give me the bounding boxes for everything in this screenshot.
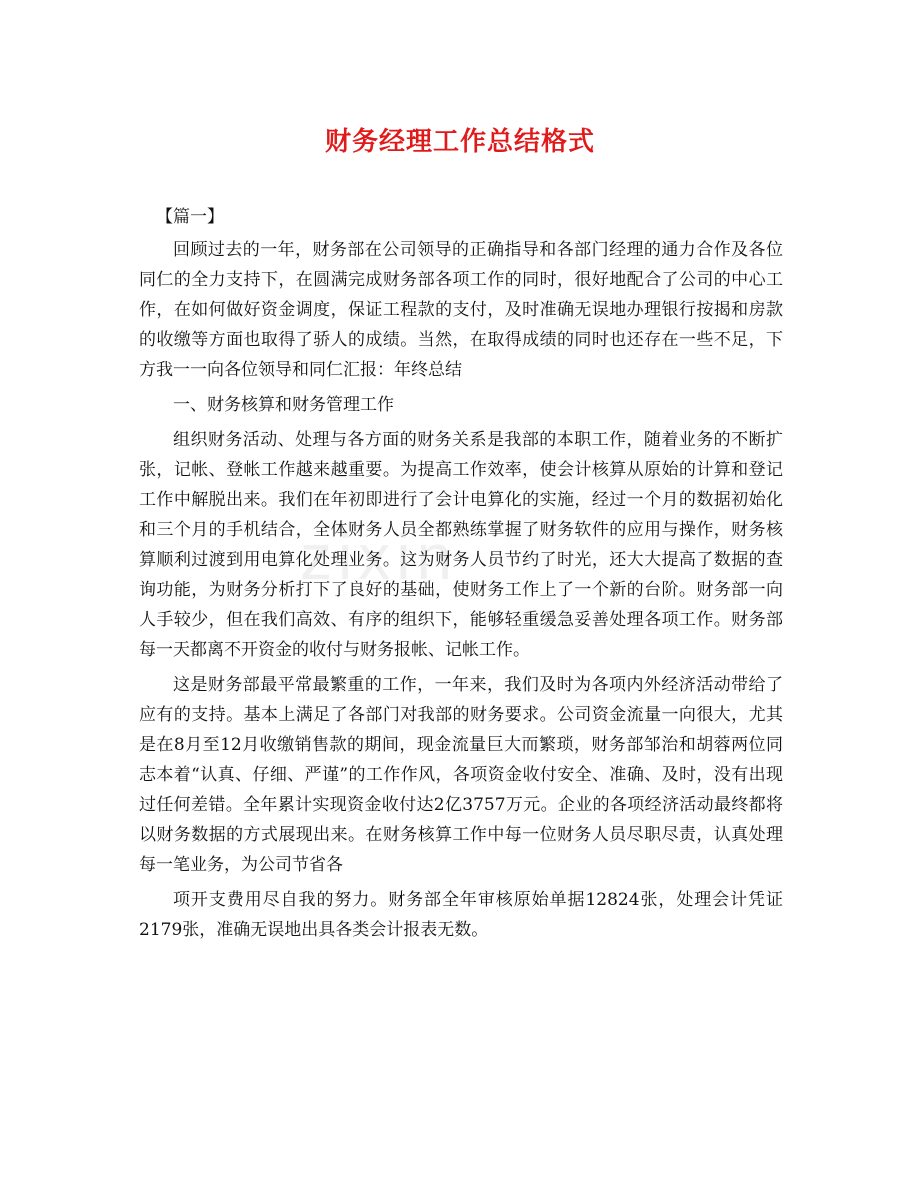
paragraph: 组织财务活动、处理与各方面的财务关系是我部的本职工作，随着业务的不断扩张，记帐、登帐工作越来越重要。为提高工作效率，使会计核算从原始的计算和登记工作中解脱出来。我们在年初即进行了会计电算化的实施，经过一个月的数据初始化和三个月的手机结合，全体财务人员全都熟练掌握了财务软件的应用与操作，财务核算顺利过渡到用电算化处理业务。这为财务人员节约了时光，还大大提高了数据的查询功能，为财务分析打下了良好的基础，使财务工作上了一个新的台阶。财务部一向人手较少，但在我们高效、有序的组织下，能够轻重缓急妥善处理各项工作。财务部每一天都离不开资金的收付与财务报帐、记帐工作。 bbox=[139, 430, 783, 660]
paragraph: 项开支费用尽自我的努力。财务部全年审核原始单据12824张，处理会计凭证2179张，准确无误地出具各类会计报表无数。 bbox=[139, 890, 783, 940]
paragraph: 这是财务部最平常最繁重的工作，一年来，我们及时为各项内外经济活动带给了应有的支持。基本上满足了各部门对我部的财务要求。公司资金流量一向很大，尤其是在8月至12月收缴销售款的期间，现金流量巨大而繁琐，财务部邹治和胡蓉两位同志本着“认真、仔细、严谨”的工作作风，各项资金收付安全、准确、及时，没有出现过任何差错。全年累计实现资金收付达2亿3757万元。企业的各项经济活动最终都将以财务数据的方式展现出来。在财务核算工作中每一位财务人员尽职尽责，认真处理每一笔业务，为公司节省各 bbox=[139, 675, 783, 875]
document-title: 财务经理工作总结格式 bbox=[324, 127, 595, 157]
section-tag: 【篇一】 bbox=[156, 207, 224, 227]
document-body bbox=[139, 202, 783, 950]
watermark: zixin bbox=[300, 521, 459, 593]
paragraph: 回顾过去的一年，财务部在公司领导的正确指导和各部门经理的通力合作及各位同仁的全力支持下，在圆满完成财务部各项工作的同时，很好地配合了公司的中心工作，在如何做好资金调度，保证工程款的支付，及时准确无误地办理银行按揭和房款的收缴等方面也取得了骄人的成绩。当然，在取得成绩的同时也还存在一些不足，下方我一一向各位领导和同仁汇报：年终总结 bbox=[139, 240, 783, 380]
section-heading: 一、财务核算和财务管理工作 bbox=[173, 395, 394, 415]
